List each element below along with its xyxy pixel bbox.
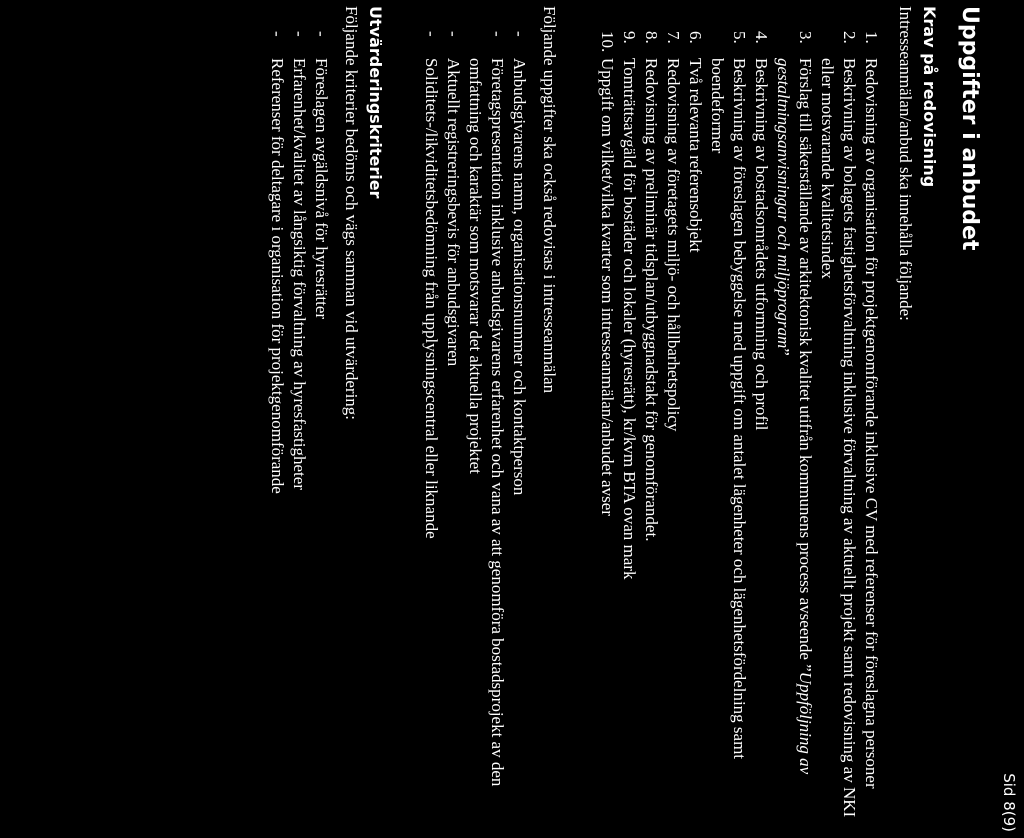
item-dash: - — [290, 31, 309, 37]
item-number: 9. — [620, 31, 639, 44]
list-item — [640, 31, 662, 821]
item-number: 1. — [862, 31, 881, 44]
item-text: Beskrivning av bostadsområdets utformning och profil — [752, 58, 771, 431]
item-text: Soliditets-/likviditetsbedömning från upplysningscentral eller liknande — [422, 58, 441, 539]
item-text: Beskrivning av föreslagen bebyggelse med uppgift om antalet lägenheter och lägenhetsfördelning samt boendeformer — [708, 58, 749, 760]
item-text: Uppgift om vilket/vilka kvarter som intresseanmälan/anbudet avser — [598, 58, 617, 516]
item-number: 8. — [642, 31, 661, 44]
list-item — [288, 31, 310, 821]
list-item — [508, 31, 530, 821]
item-text: Redovisning av företagets miljö- och hållbarhetspolicy — [664, 58, 683, 432]
item-dash: - — [422, 31, 441, 37]
requirements-list — [596, 6, 882, 821]
item-text: Aktuellt registreringsbevis för anbudsgivaren — [444, 58, 463, 367]
item-text: Föreslagen avgäldsnivå för hyresrätter — [312, 58, 331, 320]
item-text: Redovisning av organisation för projektgenomförande inklusive CV med referenser för föreslagna personer — [862, 58, 881, 789]
additional-info-list — [420, 6, 530, 821]
item-number: 10. — [598, 31, 617, 53]
list-item — [750, 31, 772, 821]
item-number: 6. — [686, 31, 705, 44]
list-item — [420, 31, 442, 821]
list-item — [662, 31, 684, 821]
list-item — [706, 31, 750, 821]
item-text-start: Förslag till säkerställande av arkitektonisk kvalitet utifrån kommunens process avseende ” — [796, 58, 815, 672]
spacer — [560, 6, 596, 821]
item-dash: - — [268, 31, 287, 37]
list-item — [772, 31, 816, 821]
item-text — [772, 58, 816, 821]
requirements-intro: Intresseanmälan/anbud ska innehålla följande: — [896, 6, 915, 321]
item-text: Erfarenhet/kvalitet av långsiktig förvaltning av hyresfastigheter — [290, 58, 309, 490]
list-item — [310, 31, 332, 821]
section-title-evaluation: Utvärderingskriterier — [366, 6, 385, 199]
item-number: 2. — [840, 31, 859, 44]
list-item — [618, 31, 640, 821]
evaluation-list — [266, 6, 332, 821]
item-number: 3. — [796, 31, 815, 44]
item-text: Två relevanta referensobjekt — [686, 58, 705, 253]
item-text: Beskrivning av bolagets fastighetsförvaltning inklusive förvaltning av aktuellt projekt samt redovisning av NKI eller motsvarande kvalitetsindex — [818, 58, 859, 818]
item-text: Tomträttsavgäld för bostäder och lokaler (hyresrätt), kr/kvm BTA ovan mark — [620, 58, 639, 580]
item-number: 4. — [752, 31, 771, 44]
section-title-requirements: Krav på redovisning — [920, 6, 939, 188]
item-text: Referenser för deltagare i organisation för projektgenomförande — [268, 58, 287, 494]
page-number: Sid 8(9) — [1000, 773, 1018, 832]
additional-info-intro: Följande uppgifter ska också redovisas i intresseanmälan — [540, 6, 559, 394]
list-item — [464, 31, 508, 821]
evaluation-intro: Följande kriterier bedöms och vägs samman vid utvärdering: — [342, 6, 361, 421]
page-content — [266, 6, 982, 821]
list-item — [442, 31, 464, 821]
item-dash: - — [488, 31, 507, 37]
item-text-end: ” — [774, 348, 793, 356]
item-dash: - — [312, 31, 331, 37]
list-item — [266, 31, 288, 821]
item-text: Företagspresentation inklusive anbudsgivarens erfarenhet och vana av att genomföra bostadsprojekt av den omfattning och karaktär som motsvarar det aktuella projektet — [466, 58, 507, 787]
list-item — [684, 31, 706, 821]
item-text-italic: Uppföljning av gestaltningsanvisningar och miljöprogram — [774, 58, 815, 775]
spacer — [386, 6, 420, 821]
list-item — [860, 31, 882, 821]
item-number: 7. — [664, 31, 683, 44]
item-text: Anbudsgivarens namn, organisationsnummer och kontaktperson — [510, 58, 529, 496]
item-dash: - — [444, 31, 463, 37]
list-item — [596, 31, 618, 821]
item-number: 5. — [730, 31, 749, 44]
page-heading: Uppgifter i anbudet — [957, 6, 982, 251]
item-dash: - — [510, 31, 529, 37]
item-text: Redovisning av preliminär tidsplan/utbyggnadstakt för genomförandet. — [642, 58, 661, 542]
list-item — [816, 31, 860, 821]
